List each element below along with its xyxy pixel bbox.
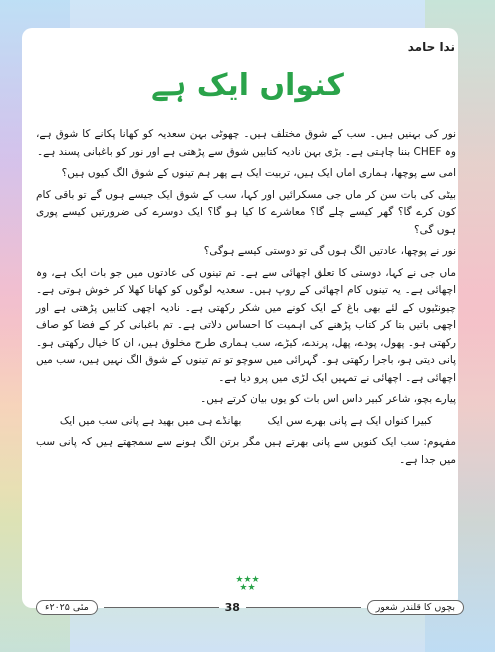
page-number: 38 [224,600,240,614]
paragraph: بیٹی کی بات سن کر ماں جی مسکرائیں اور کہا، سب کے شوق ایک جیسے ہوں گے تو باقی کام کون کرے گا؟ گھر کیسے چلے گا؟ معاشرے کا کیا ہو گا؟ ایک دوسرے کی ضرورتیں کیسے پوری ہوں گی؟ [36,188,456,236]
stars-top: ★★★ [235,575,260,585]
paragraph: نور نے پوچھا، عادتیں الگ ہوں گی تو دوستی کیسے ہوگی؟ [203,245,456,257]
paragraph: ماں جی نے کہا، دوستی کا تعلق اچھائی سے ہے۔ تم تینوں کی عادتوں میں جو بات ایک ہے، وہ اچھائی ہے۔ یہ تینوں کام اچھائی کے روپ ہیں۔ سعدیہ لوگوں کو کھانا کھلا کر خوش ہوتی ہے۔ چیونٹیوں کے لئے بھی باغ کے ایک کونے میں شکر رکھتی ہے۔ نادیہ اچھی کتابیں پڑھتی ہے اور اچھی باتیں بتا کر کتاب پڑھنے کی اہمیت کا احساس دلاتی ہے۔ تم باغبانی کر کے فضا کو صاف رکھتی ہو۔ پھول، پودے، پھل، پرندے، کیڑے، سب ہماری طرح مخلوق ہیں، ان کا خیال رکھتی ہو۔ پانی دیتی ہو، باجرا رکھتی ہو۔ گہرائی میں سوچو تو تم تینوں کے شوق الگ نہیں ہیں، سب میں اچھائی ہے۔ اچھائی نے تمہیں ایک لڑی میں پرو دیا ہے۔ [36,266,456,384]
footer-rule-left [104,607,219,608]
paragraph: امی سے پوچھا، ہماری اماں ایک ہیں، تربیت ایک ہے پھر ہم تینوں کے شوق الگ کیوں ہیں؟ [61,167,456,179]
footer-rule-right [246,607,361,608]
article-body [36,126,456,473]
footer-magazine-name: بچوں کا قلندر شعور [367,600,464,615]
footer-date: مئی ۲۰۲۵ء [36,600,98,615]
author-name: ندا حامد [407,40,455,54]
paragraph: نور کی بہنیں ہیں۔ سب کے شوق مختلف ہیں۔ چھوٹی بہن سعدیہ کو کھانا پکانے کا شوق ہے، وہ CHEF بننا چاہتی ہے۔ بڑی بہن نادیہ کتابیں شوق سے پڑھتی ہے اور نور کو باغبانی پسند ہے۔ [36,128,456,158]
divider-stars [0,576,495,592]
paragraph: پیارے بچو، شاعر کبیر داس اس بات کو یوں بیان کرتے ہیں۔ [200,393,456,405]
page-footer [36,600,464,614]
article-title: کنواں ایک ہے [151,68,344,103]
couplet-line-1: کبیرا کنواں ایک ہے پانی بھرے سں ایک [267,414,433,427]
couplet-line-2: بھانڈے ہی میں بھید ہے پانی سب میں ایک [59,414,242,427]
couplet-meaning: مفہوم: سب ایک کنویں سے پانی بھرتے ہیں مگر برتن الگ ہونے سے سمجھتے ہیں کہ پانی سب میں جدا ہے۔ [36,436,456,466]
couplet [36,413,456,431]
stars-bottom: ★★ [239,583,256,593]
